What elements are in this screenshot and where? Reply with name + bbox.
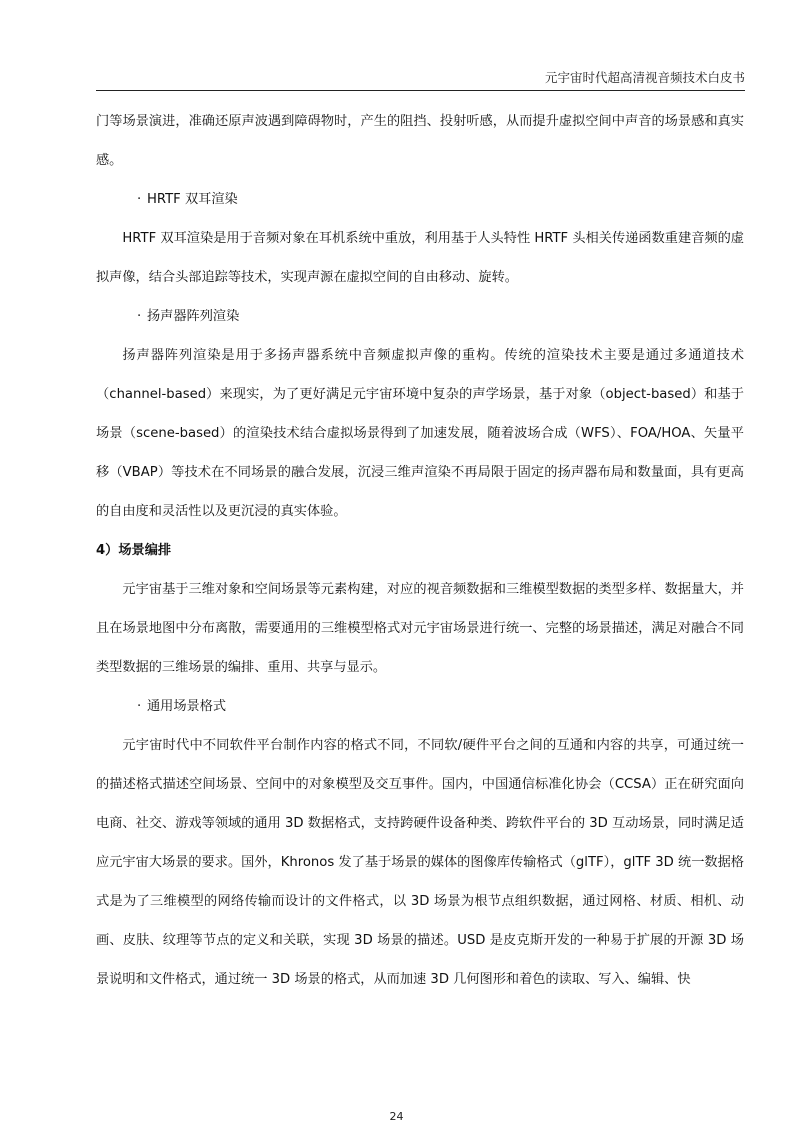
- bullet-format-label: 通用场景格式: [147, 699, 227, 714]
- bullet-hrtf: [96, 180, 744, 219]
- bullet-dot-icon: ·: [137, 192, 142, 207]
- paragraph-scene: 元宇宙基于三维对象和空间场景等元素构建，对应的视音频数据和三维模型数据的类型多样、数据量大，并且在场景地图中分布离散，需要通用的三维模型格式对元宇宙场景进行统一、完整的场景描述，满足对融合不同类型数据的三维场景的编排、重用、共享与显示。: [96, 582, 744, 675]
- bullet-dot-icon: ·: [137, 309, 142, 324]
- page-number: 24: [389, 1110, 404, 1123]
- bullet-dot-icon: ·: [137, 699, 142, 714]
- running-header: 元宇宙时代超高清视音频技术白皮书: [544, 70, 745, 85]
- paragraph-intro: 门等场景演进，准确还原声波遇到障碍物时，产生的阻挡、投射听感，从而提升虚拟空间中声音的场景感和真实感。: [96, 114, 744, 168]
- header-divider: [96, 90, 745, 91]
- bullet-scene-format: [96, 687, 744, 726]
- page-body: [96, 102, 744, 999]
- bullet-speaker-array: [96, 297, 744, 336]
- paragraph-speaker-array: 扬声器阵列渲染是用于多扬声器系统中音频虚拟声像的重构。传统的渲染技术主要是通过多通道技术（channel-based）来现实，为了更好满足元宇宙环境中复杂的声学场景，基于对象（object-based）和基于场景（scene-based）的渲染技术结合虚拟场景得到了加速发展，随着波场合成（WFS）、FOA/HOA、矢量平移（VBAP）等技术在不同场景的融合发展，沉浸三维声渲染不再局限于固定的扬声器布局和数量面，具有更高的自由度和灵活性以及更沉浸的真实体验。: [96, 348, 744, 519]
- paragraph-scene-format: 元宇宙时代中不同软件平台制作内容的格式不同，不同软/硬件平台之间的互通和内容的共享，可通过统一的描述格式描述空间场景、空间中的对象模型及交互事件。国内，中国通信标准化协会（CCSA）正在研究面向电商、社交、游戏等领域的通用 3D 数据格式，支持跨硬件设备种类、跨软件平台的 3D 互动场景，同时满足适应元宇宙大场景的要求。国外，Khronos 发了基于场景的媒体的图像库传输格式（glTF），glTF 3D 统一数据格式是为了三维模型的网络传输而设计的文件格式，以 3D 场景为根节点组织数据，通过网格、材质、相机、动画、皮肤、纹理等节点的定义和关联，实现 3D 场景的描述。USD 是皮克斯开发的一种易于扩展的开源 3D 场景说明和文件格式，通过统一 3D 场景的格式，从而加速 3D 几何图形和着色的读取、写入、编辑、快: [96, 738, 744, 987]
- bullet-hrtf-label: HRTF 双耳渲染: [147, 192, 238, 207]
- section-heading-scene: 4）场景编排: [96, 543, 172, 558]
- paragraph-hrtf: HRTF 双耳渲染是用于音频对象在耳机系统中重放，利用基于人头特性 HRTF 头相关传递函数重建音频的虚拟声像，结合头部追踪等技术，实现声源在虚拟空间的自由移动、旋转。: [96, 231, 744, 285]
- bullet-speaker-label: 扬声器阵列渲染: [147, 309, 240, 324]
